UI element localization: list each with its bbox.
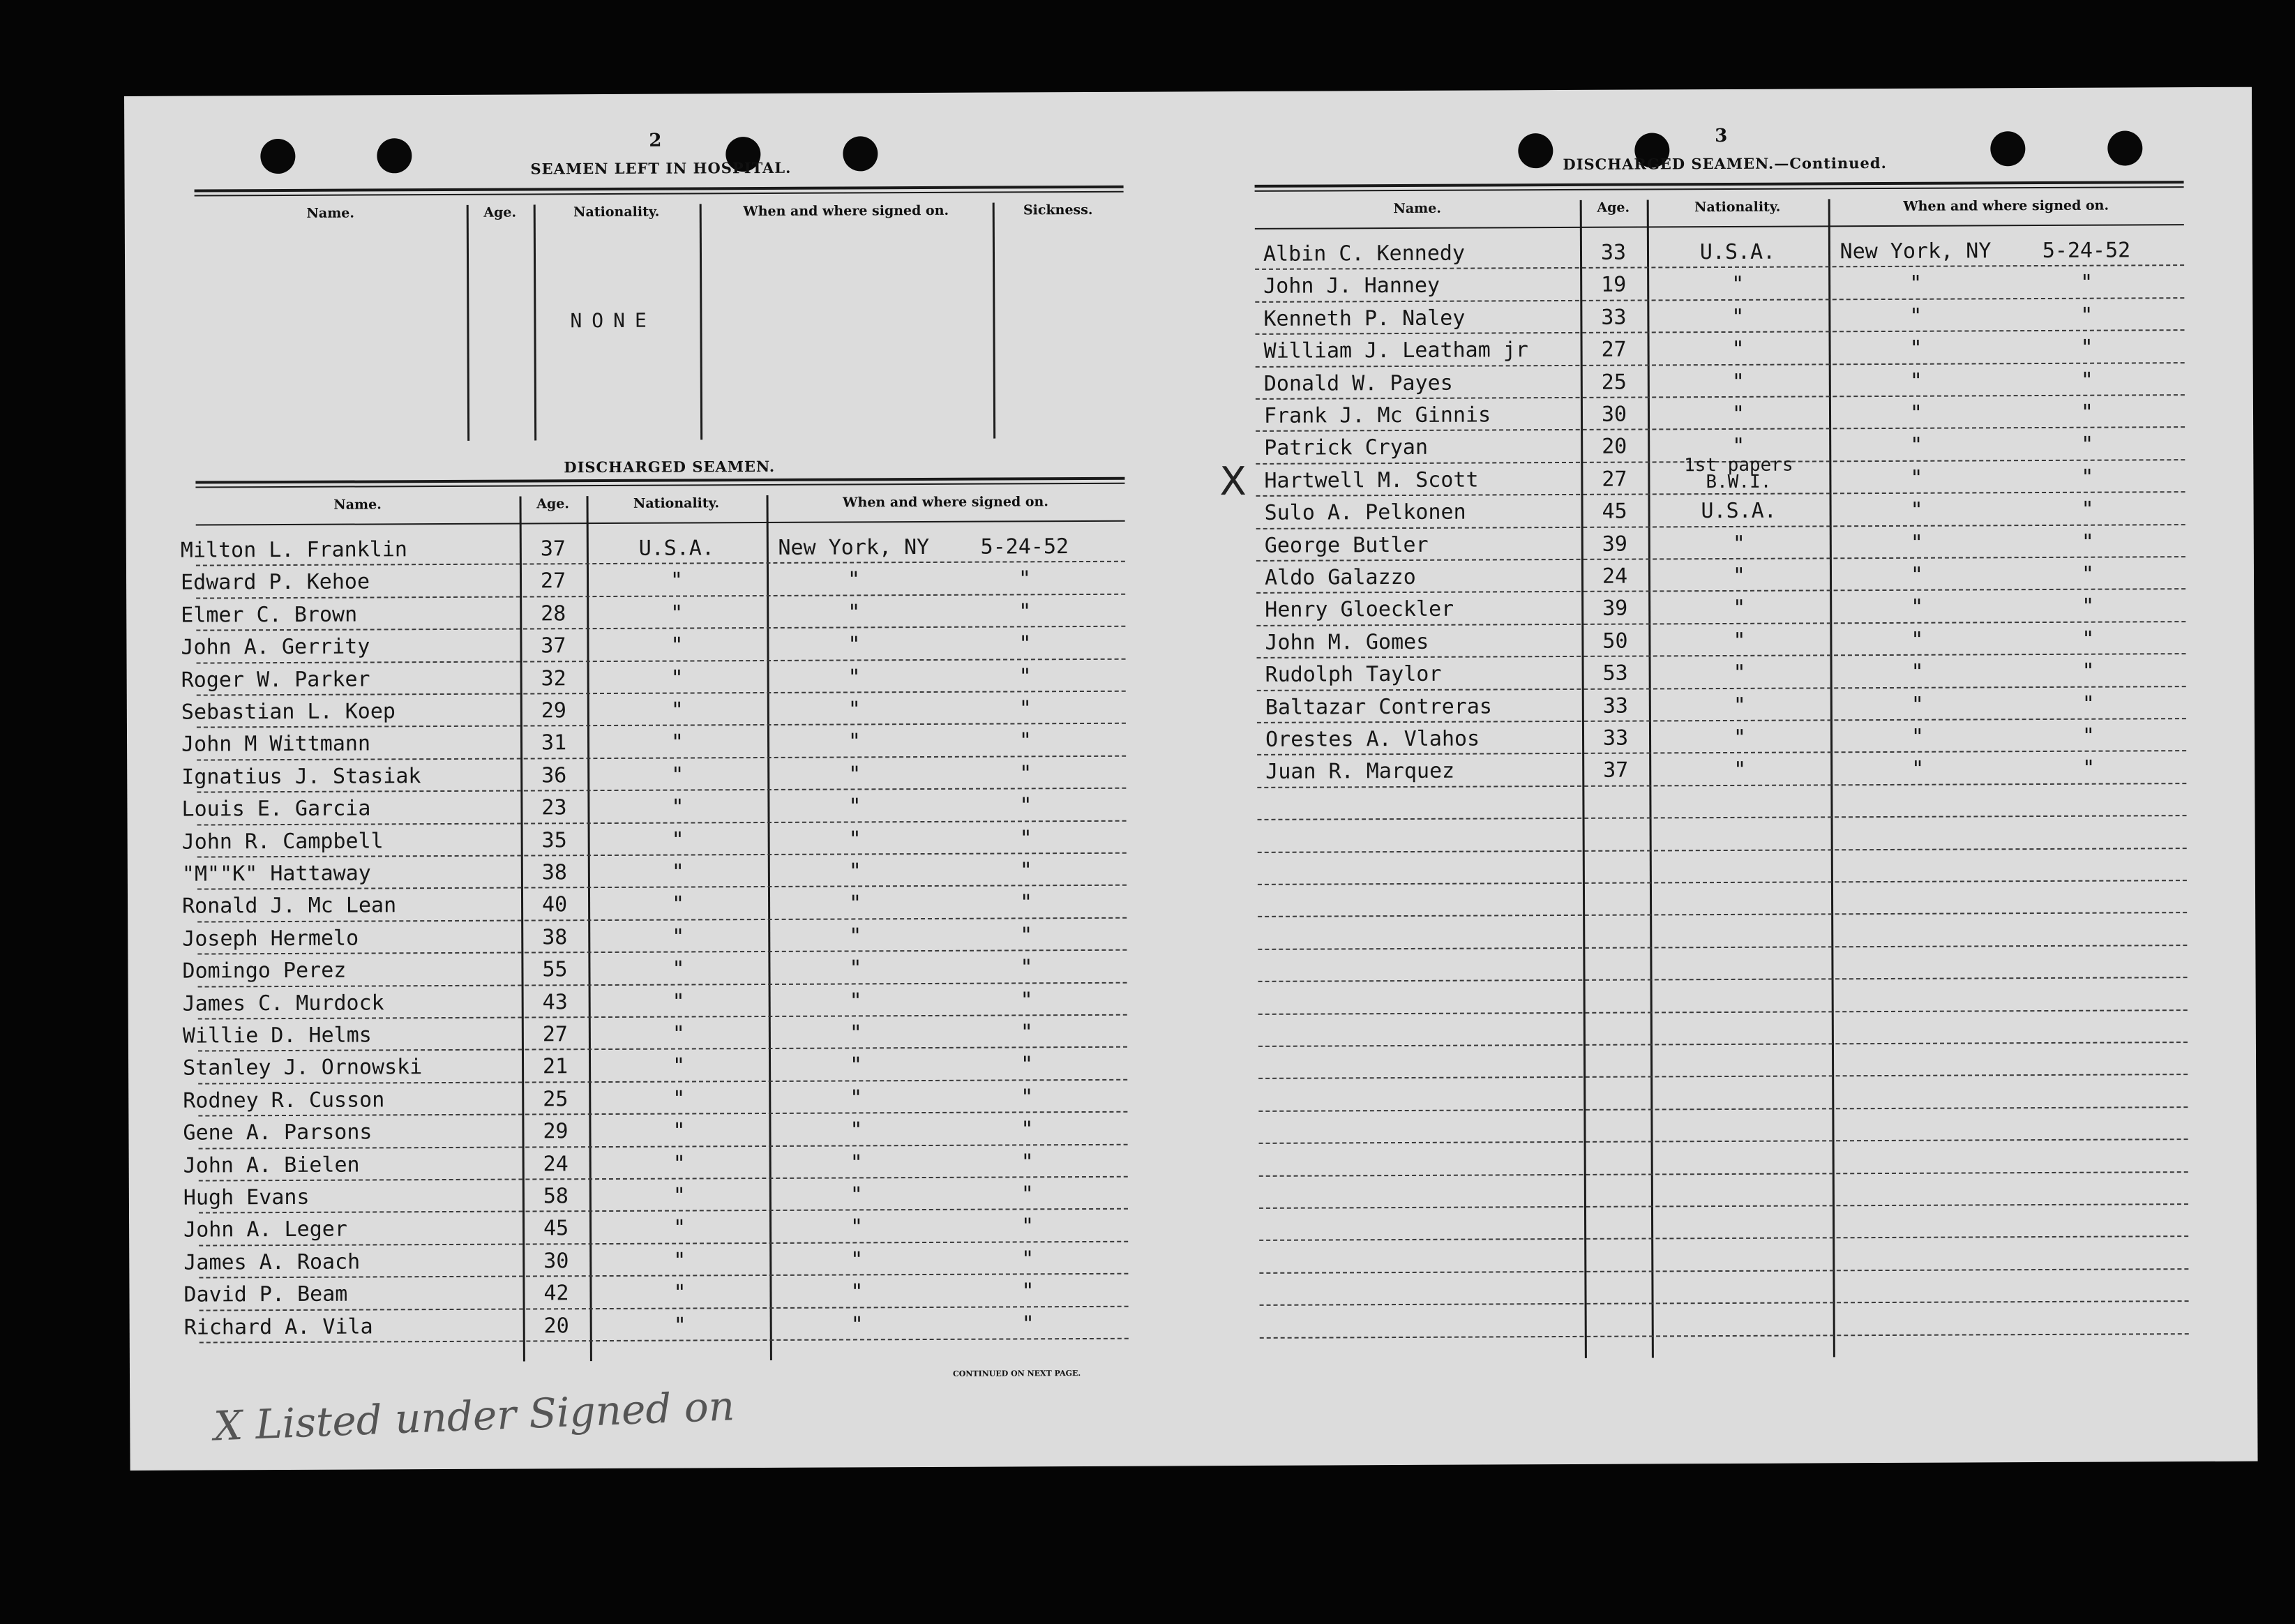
- cell-age: 27: [542, 1022, 569, 1047]
- cell-nat: 1st papers B.W.I.: [1683, 454, 1793, 493]
- cell-date: ": [1020, 955, 1033, 980]
- cell-place: ": [1909, 271, 1922, 296]
- cell-age: 29: [541, 698, 566, 723]
- column-divider: [534, 204, 536, 440]
- cell-age: 37: [541, 633, 566, 659]
- cell-place: ": [850, 1279, 864, 1305]
- cell-name: John A. Gerrity: [181, 634, 370, 660]
- cell-nat: ": [673, 1248, 686, 1273]
- cell-date: ": [1021, 1149, 1034, 1174]
- cell-name: Elmer C. Brown: [181, 602, 358, 628]
- cell-date: ": [1018, 696, 1032, 721]
- cell-date: ": [1020, 987, 1033, 1013]
- cell-nat: ": [671, 892, 685, 917]
- cell-date: 5-24-52: [2042, 238, 2131, 264]
- cell-nat: ": [1733, 596, 1746, 621]
- cell-name: Henry Gloeckler: [1265, 597, 1454, 623]
- col-header-name: Name.: [333, 497, 382, 513]
- cell-date: ": [1019, 858, 1032, 883]
- cell-place: ": [850, 1247, 864, 1272]
- cell-place: ": [1909, 400, 1923, 426]
- punch-hole: [2107, 130, 2142, 165]
- cell-name: Frank J. Mc Ginnis: [1263, 403, 1491, 428]
- cell-nat: ": [1732, 531, 1745, 556]
- cell-name: George Butler: [1264, 532, 1429, 558]
- ruled-line: [1260, 1333, 2189, 1339]
- cell-age: 55: [542, 957, 568, 982]
- cell-age: 58: [543, 1184, 569, 1209]
- cell-nat: ": [672, 1183, 686, 1208]
- cell-date: ": [1018, 728, 1032, 753]
- col-header-nationality: Nationality.: [633, 495, 720, 511]
- cell-nat: ": [670, 601, 684, 626]
- cell-name: Domingo Perez: [182, 958, 347, 984]
- ruled-line: [1258, 1106, 2188, 1112]
- cell-name: Milton L. Franklin: [180, 537, 408, 563]
- cell-place: ": [848, 600, 861, 625]
- cell-name: Joseph Hermelo: [182, 926, 359, 952]
- cell-place: ": [1910, 433, 1923, 458]
- cell-nat: ": [670, 633, 684, 658]
- ruled-line: [1258, 1009, 2188, 1015]
- cell-place: ": [849, 924, 862, 949]
- cell-place: ": [849, 1021, 862, 1046]
- cell-date: ": [1019, 761, 1032, 786]
- cell-nat: ": [1733, 693, 1746, 718]
- cell-date: ": [1020, 1052, 1034, 1077]
- cell-nat: ": [1731, 369, 1745, 394]
- punch-hole: [377, 138, 412, 173]
- ruled-line: [1258, 1074, 2188, 1079]
- cell-age: 39: [1602, 532, 1627, 557]
- cell-age: 28: [541, 601, 566, 626]
- cell-nat: ": [1733, 661, 1746, 686]
- cell-place: ": [1911, 595, 1924, 620]
- discharged-table-left: [180, 494, 1129, 1363]
- ruled-line: [1259, 1138, 2188, 1144]
- cell-name: Ignatius J. Stasiak: [181, 763, 421, 790]
- cell-name: Louis E. Garcia: [181, 796, 371, 822]
- cell-date: ": [2080, 303, 2093, 328]
- cell-date: ": [1021, 1311, 1034, 1336]
- cell-place: ": [1910, 465, 1923, 490]
- cell-place: ": [848, 762, 861, 787]
- cell-date: ": [1020, 923, 1033, 948]
- cell-place: ": [848, 891, 862, 916]
- cell-name: Sebastian L. Koep: [181, 699, 396, 725]
- cell-nat: ": [673, 1280, 686, 1305]
- cell-name: Kenneth P. Naley: [1263, 306, 1466, 331]
- discharged-table-right: [1219, 197, 2189, 1360]
- cell-date: ": [1021, 1247, 1034, 1272]
- col-header-signed-on: When and where signed on.: [843, 494, 1048, 511]
- cell-date: ": [2080, 368, 2093, 393]
- cell-name: James A. Roach: [183, 1249, 361, 1275]
- cell-nat: ": [670, 730, 684, 755]
- column-divider: [993, 203, 995, 439]
- cell-name: Aldo Galazzo: [1264, 564, 1416, 590]
- cell-place: ": [1910, 530, 1923, 555]
- cell-date: ": [1018, 599, 1032, 624]
- column-divider: [467, 205, 469, 441]
- cell-name: John R. Campbell: [181, 828, 384, 855]
- cell-place: ": [1911, 757, 1925, 782]
- ruled-line: [1258, 1042, 2188, 1047]
- cell-age: 20: [543, 1313, 569, 1338]
- cell-nat: ": [1733, 628, 1746, 653]
- discharged-title-left: DISCHARGED SEAMEN.: [564, 457, 776, 476]
- cell-nat: ": [672, 956, 685, 982]
- cell-age: 32: [541, 666, 566, 691]
- cell-age: 31: [541, 730, 567, 755]
- cell-place: ": [848, 826, 861, 852]
- col-header-name: Name.: [306, 205, 355, 221]
- cell-date: ": [1019, 825, 1032, 851]
- cell-place: ": [848, 697, 861, 722]
- cell-date: ": [2082, 594, 2095, 619]
- punch-hole: [260, 139, 295, 174]
- cell-place: ": [849, 1053, 863, 1078]
- cell-date: ": [1021, 1085, 1034, 1110]
- cell-date: ": [1021, 1279, 1034, 1304]
- ruled-line: [1259, 1171, 2188, 1177]
- header-underline: [1255, 224, 2184, 230]
- cell-age: 38: [542, 925, 568, 950]
- cell-age: 39: [1602, 596, 1628, 622]
- cell-date: ": [2080, 271, 2093, 296]
- cell-age: 37: [1603, 758, 1629, 783]
- cell-date: ": [1021, 1117, 1034, 1142]
- cell-date: ": [2082, 691, 2095, 716]
- ruled-line: [1259, 1235, 2188, 1241]
- cell-place: ": [1909, 368, 1922, 393]
- cell-nat: ": [1731, 304, 1745, 329]
- cell-place: ": [1909, 336, 1922, 361]
- cell-date: 5-24-52: [980, 534, 1069, 559]
- cell-nat: ": [672, 1118, 686, 1143]
- cell-name: Roger W. Parker: [181, 667, 370, 693]
- cell-nat: ": [671, 795, 684, 820]
- cell-place: ": [1911, 692, 1924, 717]
- cell-name: Rudolph Taylor: [1265, 661, 1442, 688]
- cell-nat: ": [672, 1215, 686, 1240]
- cell-name: Gene A. Parsons: [183, 1120, 373, 1145]
- cell-place: ": [848, 859, 861, 884]
- cell-name: William J. Leatham jr: [1263, 338, 1528, 364]
- cell-nat: ": [672, 1053, 686, 1078]
- cell-place: New York, NY: [778, 534, 930, 560]
- hospital-table: [195, 202, 1124, 442]
- cell-place: ": [1910, 497, 1923, 523]
- cell-nat: U.S.A.: [638, 536, 715, 561]
- col-header-signed-on: When and where signed on.: [743, 202, 949, 220]
- cell-age: 24: [543, 1151, 569, 1176]
- cell-name: Juan R. Marquez: [1265, 759, 1455, 785]
- cell-date: ": [1018, 663, 1032, 689]
- cell-age: 45: [543, 1216, 569, 1241]
- cell-place: ": [1911, 659, 1924, 685]
- cell-place: ": [847, 567, 861, 592]
- cell-name: John M. Gomes: [1265, 629, 1429, 655]
- cell-place: ": [849, 956, 862, 981]
- cell-date: ": [2081, 465, 2094, 490]
- cell-age: 33: [1602, 693, 1628, 719]
- cell-date: ": [1019, 793, 1032, 818]
- cell-name: John A. Bielen: [183, 1152, 360, 1178]
- cell-nat: ": [671, 859, 684, 885]
- rule: [195, 483, 1124, 488]
- ruled-line: [1260, 1300, 2189, 1306]
- cell-date: ": [2082, 659, 2095, 684]
- col-header-nationality: Nationality.: [1694, 199, 1781, 216]
- cell-date: ": [2082, 756, 2095, 781]
- ruled-line: [1259, 1203, 2188, 1209]
- cell-nat: ": [1731, 272, 1745, 297]
- page-number-right: 3: [1715, 125, 1728, 147]
- cell-nat: ": [672, 1086, 686, 1111]
- cell-nat: ": [672, 1151, 686, 1176]
- cell-name: Ronald J. Mc Lean: [181, 893, 397, 919]
- cell-date: ": [2081, 562, 2095, 587]
- column-divider: [700, 204, 702, 439]
- col-header-nationality: Nationality.: [573, 204, 660, 220]
- cell-name: Richard A. Vila: [183, 1314, 373, 1340]
- cell-name: Sulo A. Pelkonen: [1264, 499, 1466, 526]
- cell-name: "M""K" Hattaway: [181, 861, 371, 887]
- col-header-sickness: Sickness.: [1023, 202, 1093, 218]
- cell-date: ": [1018, 566, 1032, 592]
- header-underline: [196, 520, 1125, 526]
- continued-note: CONTINUED ON NEXT PAGE.: [952, 1369, 1081, 1378]
- cell-age: 35: [541, 827, 567, 852]
- cell-age: 21: [542, 1054, 569, 1079]
- cell-name: Willie D. Helms: [182, 1023, 372, 1048]
- cell-nat: ": [1733, 725, 1747, 750]
- cell-age: 30: [543, 1249, 569, 1274]
- cell-age: 23: [541, 795, 567, 820]
- cell-age: 25: [543, 1087, 569, 1112]
- cell-age: 19: [1601, 272, 1627, 298]
- cell-place: ": [1909, 303, 1922, 329]
- cell-date: ": [1021, 1182, 1034, 1207]
- cell-name: Stanley J. Ornowski: [183, 1055, 423, 1081]
- cell-place: ": [1911, 627, 1924, 652]
- cell-age: 43: [542, 989, 568, 1014]
- cell-name: John M Wittmann: [181, 731, 371, 758]
- ruled-line: [1259, 1268, 2188, 1274]
- cell-place: ": [850, 1085, 863, 1111]
- ruled-line: [1258, 977, 2188, 982]
- cell-name: Rodney R. Cusson: [183, 1088, 385, 1113]
- cell-date: ": [2081, 433, 2094, 458]
- cell-place: ": [850, 1215, 864, 1240]
- cell-age: 53: [1602, 661, 1628, 686]
- cell-age: 50: [1602, 629, 1628, 654]
- cell-name: Edward P. Kehoe: [180, 569, 370, 596]
- ruled-line: [199, 1208, 1128, 1214]
- cell-age: 33: [1602, 725, 1629, 751]
- col-header-signed-on: When and where signed on.: [1903, 197, 2109, 214]
- cell-nat: ": [672, 1021, 685, 1046]
- punch-hole: [843, 136, 878, 171]
- cell-place: ": [850, 1182, 863, 1208]
- cell-place: ": [850, 1311, 864, 1337]
- cell-nat: U.S.A.: [1701, 498, 1777, 524]
- cell-nat: ": [1731, 337, 1745, 362]
- cell-date: ": [2082, 626, 2095, 652]
- col-header-age: Age.: [1597, 200, 1630, 216]
- handwritten-annotation: X Listed under Signed on: [213, 1382, 736, 1450]
- cell-date: ": [1018, 631, 1032, 656]
- ruled-line: [1258, 945, 2187, 950]
- none-entry: NONE: [570, 308, 656, 333]
- manifest-sheet: [124, 87, 2258, 1471]
- cell-nat: U.S.A.: [1699, 239, 1776, 265]
- cell-place: ": [850, 1118, 863, 1143]
- cell-name: John J. Hanney: [1263, 273, 1440, 299]
- ruled-line: [1258, 880, 2187, 885]
- discharged-title-right: DISCHARGED SEAMEN.—Continued.: [1563, 153, 1887, 174]
- ruled-line: [1258, 848, 2187, 853]
- cell-date: ": [1019, 890, 1033, 915]
- cell-date: ": [1021, 1214, 1034, 1239]
- cell-nat: ": [1733, 758, 1747, 783]
- punch-hole: [1518, 133, 1553, 168]
- cell-age: 38: [541, 860, 568, 885]
- cell-age: 33: [1601, 305, 1627, 330]
- cell-name: Hartwell M. Scott: [1264, 467, 1479, 493]
- cell-date: ": [2081, 529, 2094, 555]
- cell-age: 27: [1601, 337, 1627, 362]
- cell-name: Baltazar Contreras: [1265, 694, 1493, 720]
- cell-place: ": [1910, 562, 1924, 587]
- cell-date: ": [2080, 400, 2094, 425]
- cell-age: 45: [1602, 499, 1627, 524]
- cell-age: 27: [1602, 467, 1627, 492]
- cell-place: ": [1911, 724, 1925, 749]
- cell-place: ": [848, 632, 861, 657]
- cell-name: Donald W. Payes: [1263, 370, 1453, 396]
- cell-name: James C. Murdock: [182, 990, 384, 1016]
- cell-name: Patrick Cryan: [1264, 435, 1429, 461]
- cell-name: Orestes A. Vlahos: [1265, 726, 1480, 752]
- cell-age: 24: [1602, 564, 1628, 589]
- cell-age: 29: [543, 1119, 569, 1144]
- cell-nat: ": [1731, 401, 1745, 426]
- cell-nat: ": [671, 827, 684, 852]
- cell-age: 40: [541, 892, 568, 917]
- cell-nat: ": [670, 698, 684, 723]
- cell-age: 30: [1601, 402, 1627, 427]
- ruled-line: [1258, 912, 2187, 917]
- cell-name: David P. Beam: [183, 1281, 348, 1307]
- cell-age: 25: [1601, 370, 1627, 395]
- cell-date: ": [2081, 497, 2094, 522]
- cell-date: ": [1020, 1020, 1033, 1045]
- rule: [1255, 186, 2184, 192]
- hospital-title: SEAMEN LEFT IN HOSPITAL.: [530, 158, 792, 178]
- cell-place: ": [848, 729, 861, 754]
- cell-age: 36: [541, 763, 567, 788]
- cell-age: 27: [540, 569, 566, 594]
- cell-place: ": [850, 1150, 863, 1175]
- cell-date: ": [2082, 723, 2095, 749]
- cell-age: 42: [543, 1281, 569, 1306]
- cell-nat: ": [671, 762, 684, 788]
- cell-nat: ": [673, 1313, 686, 1338]
- cell-name: John A. Leger: [183, 1217, 347, 1243]
- cell-age: 20: [1602, 434, 1627, 460]
- cell-date: ": [2080, 335, 2093, 360]
- cell-nat: ": [1732, 563, 1746, 588]
- cell-place: ": [848, 664, 861, 690]
- cell-nat: ": [672, 924, 685, 949]
- cell-nat: ": [1732, 434, 1745, 459]
- cell-nat: ": [670, 568, 684, 593]
- cell-place: ": [849, 988, 862, 1014]
- cell-place: ": [848, 794, 861, 819]
- cell-nat: ": [670, 666, 684, 691]
- check-mark: X: [1219, 458, 1247, 504]
- col-header-name: Name.: [1393, 200, 1442, 217]
- ruled-line: [1258, 815, 2187, 820]
- col-header-age: Age.: [483, 204, 517, 220]
- cell-age: 33: [1600, 240, 1627, 265]
- cell-age: 37: [540, 536, 566, 562]
- cell-name: Albin C. Kennedy: [1263, 241, 1466, 266]
- cell-nat: ": [672, 989, 685, 1014]
- punch-hole: [1990, 131, 2025, 166]
- col-header-age: Age.: [536, 496, 569, 512]
- page-number-left: 2: [649, 130, 662, 151]
- cell-place: New York, NY: [1839, 239, 1992, 264]
- rule: [195, 191, 1124, 197]
- cell-name: Hugh Evans: [183, 1185, 310, 1210]
